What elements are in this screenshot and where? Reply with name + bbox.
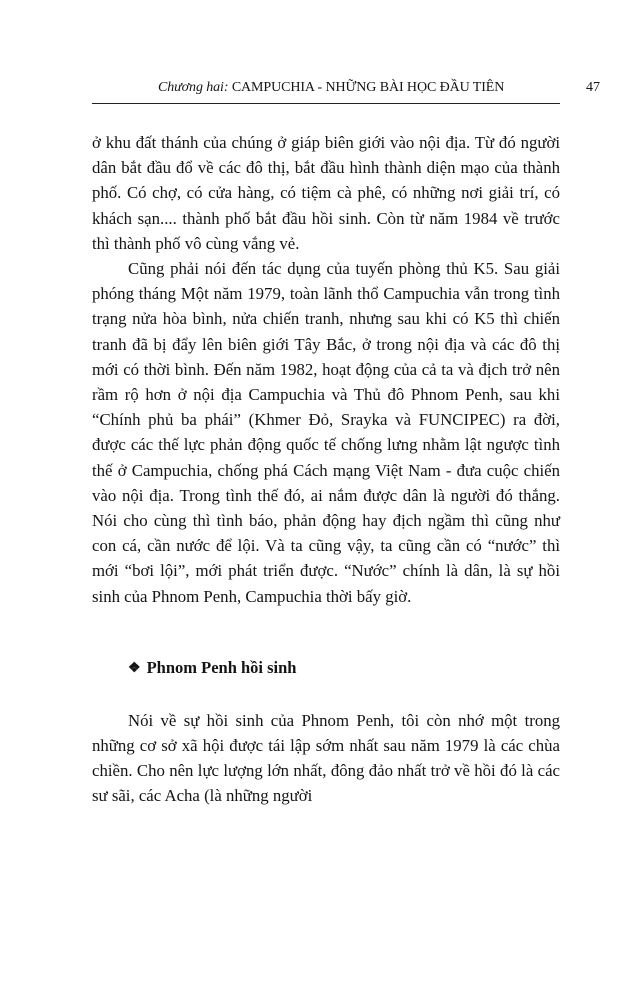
section-heading-text: Phnom Penh hồi sinh: [146, 657, 297, 677]
paragraph-revival: Nói về sự hồi sinh của Phnom Penh, tôi còn nhớ một trong những cơ sở xã hội được tái lập sớm nhất sau năm 1979 là các chùa chiền. Cho nên lực lượng lớn nhất, đông đảo nhất trở về hồi đó là các sư sãi, các Acha (là những người: [92, 710, 560, 806]
paragraph-continuation: ở khu đất thánh của chúng ở giáp biên giới vào nội địa. Từ đó người dân bắt đầu đổ về các đô thị, bắt đầu hình thành diện mạo của thành phố. Có chợ, có cửa hàng, có tiệm cà phê, có những nơi giải trí, có khách sạn.... thành phố bắt đầu hồi sinh. Còn từ năm 1984 về trước thì thành phố vô cùng vắng vẻ.: [92, 133, 560, 253]
running-header: [158, 80, 558, 96]
chapter-label: Chương hai:: [158, 80, 229, 95]
diamond-bullet-icon: ❖: [128, 660, 141, 676]
body-text: [92, 130, 560, 809]
paragraph-k5-defense: Cũng phải nói đến tác dụng của tuyến phòng thủ K5. Sau giải phóng tháng Một năm 1979, toàn lãnh thổ Campuchia vẫn trong tình trạng nửa hòa bình, nửa chiến tranh, nhưng sau khi có K5 thì chiến tranh đã bị đẩy lên biên giới Tây Bắc, ở trong nội địa và các đô thị mới có thời bình. Đến năm 1982, hoạt động của cả ta và địch trở nên rầm rộ hơn ở nội địa Campuchia và Thủ đô Phnom Penh, sau khi “Chính phủ ba phái” (Khmer Đỏ, Srayka và FUNCIPEC) ra đời, được các thế lực phản động quốc tế chống lưng nhằm lật ngược tình thế ở Campuchia, chống phá Cách mạng Việt Nam - đưa cuộc chiến vào nội địa. Trong tình thế đó, ai nắm được dân là người đó thắng. Nói cho cùng thì tình báo, phản động hay địch ngầm thì cũng như con cá, cần nước để lội. Và ta cũng vậy, ta cũng cần có “nước” thì mới “bơi lội”, mới phát triển được. “Nước” chính là dân, là sự hồi sinh của Phnom Penh, Campuchia thời bấy giờ.: [92, 259, 560, 606]
page-number: 47: [586, 80, 600, 95]
chapter-title: CAMPUCHIA - NHỮNG BÀI HỌC ĐẦU TIÊN: [231, 80, 505, 95]
header-divider: [92, 103, 560, 104]
section-heading: [92, 657, 560, 680]
